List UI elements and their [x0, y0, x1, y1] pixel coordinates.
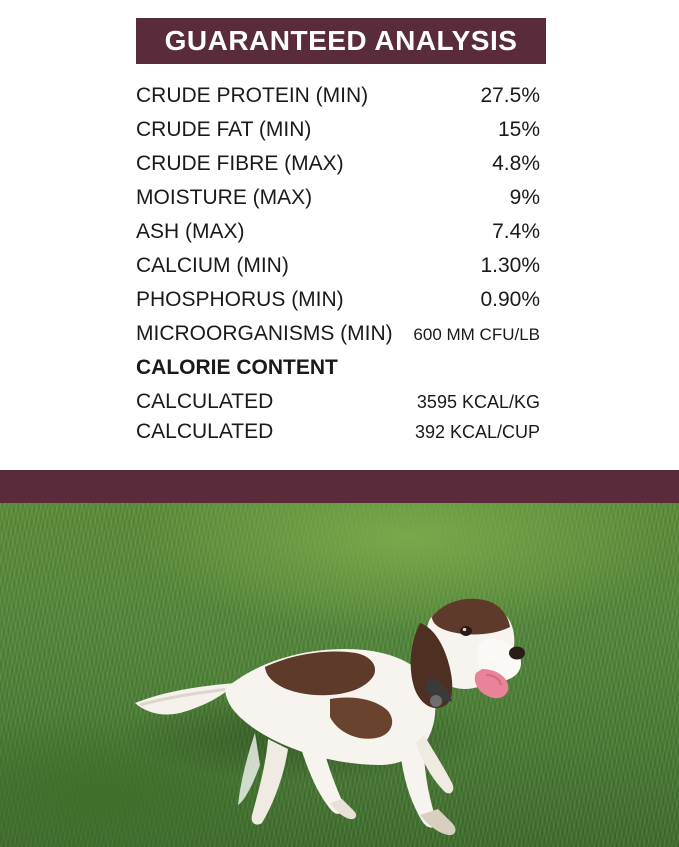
nutrient-value: 27.5% — [480, 84, 540, 107]
nutrient-value: 1.30% — [480, 254, 540, 277]
panel-title-bar — [136, 18, 546, 64]
calorie-label: CALCULATED — [136, 420, 274, 443]
table-row — [136, 118, 540, 152]
nutrient-label: PHOSPHORUS (MIN) — [136, 288, 344, 311]
springer-spaniel-illustration — [0, 503, 679, 847]
table-row — [136, 220, 540, 254]
table-row — [136, 152, 540, 186]
nutrient-value: 0.90% — [480, 288, 540, 311]
section-title: CALORIE CONTENT — [136, 356, 338, 379]
nutrient-value: 7.4% — [492, 220, 540, 243]
nutrient-label: MICROORGANISMS (MIN) — [136, 322, 393, 345]
divider-band — [0, 470, 679, 503]
nutrient-value: 15% — [497, 118, 540, 141]
page-title: GUARANTEED ANALYSIS — [164, 25, 518, 56]
nutrient-value: 600 MM CFU/LB — [413, 325, 540, 344]
dog-photo — [0, 503, 679, 847]
table-row — [136, 84, 540, 118]
table-row — [136, 390, 540, 420]
calorie-content-heading — [136, 356, 540, 390]
nutrient-label: CRUDE FIBRE (MAX) — [136, 152, 344, 175]
nutrient-value: 9% — [509, 186, 540, 209]
calorie-value: 3595 KCAL/KG — [416, 392, 540, 412]
table-row — [136, 254, 540, 288]
table-row — [136, 186, 540, 220]
nutrient-label: ASH (MAX) — [136, 220, 245, 243]
table-row — [136, 288, 540, 322]
nutrient-label: CALCIUM (MIN) — [136, 254, 289, 277]
nutrition-table — [136, 84, 540, 450]
calorie-label: CALCULATED — [136, 390, 274, 413]
calorie-value: 392 KCAL/CUP — [414, 422, 540, 442]
table-row — [136, 420, 540, 450]
nutrient-label: CRUDE FAT (MIN) — [136, 118, 312, 141]
nutrient-value: 4.8% — [492, 152, 540, 175]
table-row — [136, 322, 540, 356]
nutrient-label: MOISTURE (MAX) — [136, 186, 313, 209]
nutrient-label: CRUDE PROTEIN (MIN) — [136, 84, 369, 107]
